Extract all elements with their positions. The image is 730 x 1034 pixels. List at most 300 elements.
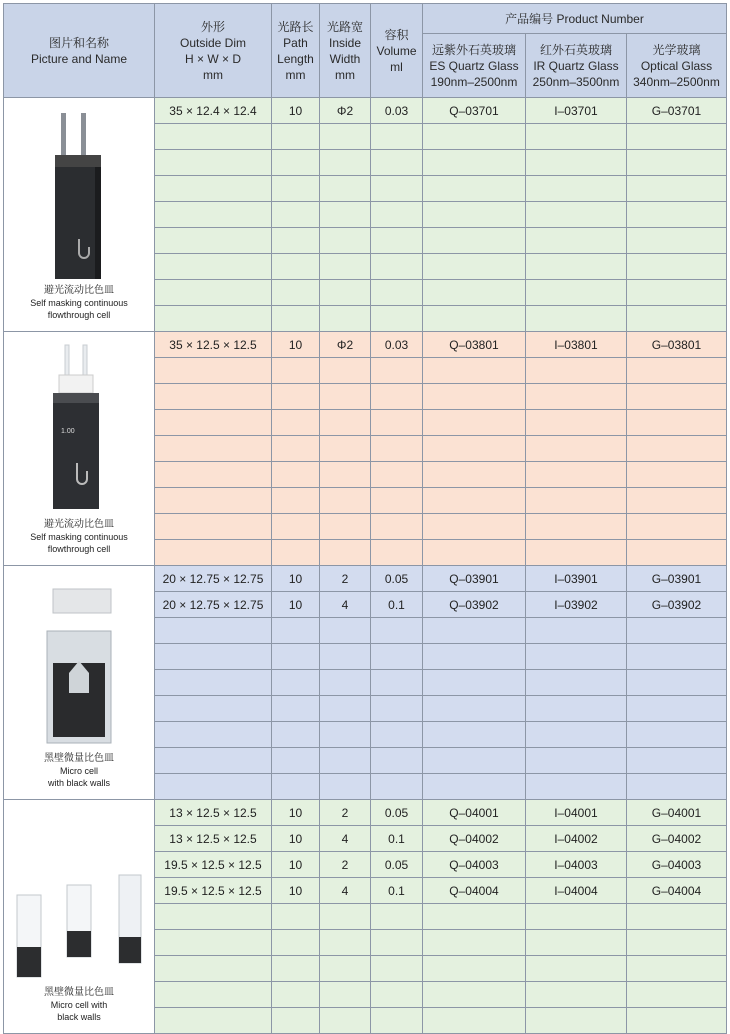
cell-ir-quartz-pn (526, 670, 627, 696)
cell-dim: 35 × 12.5 × 12.5 (155, 332, 272, 358)
cell-es-quartz-pn (423, 150, 526, 176)
product-table-body (4, 98, 727, 1034)
cell-dim (155, 280, 272, 306)
cell-volume (371, 306, 423, 332)
cell-dim (155, 644, 272, 670)
cell-inside-width: 4 (320, 878, 371, 904)
header-path-en1: Path (283, 35, 308, 50)
cell-inside-width (320, 748, 371, 774)
cell-volume (371, 488, 423, 514)
product-name-en2: black walls (57, 1012, 101, 1022)
cell-optical-glass-pn (627, 540, 727, 566)
cell-volume (371, 748, 423, 774)
cell-inside-width: 4 (320, 826, 371, 852)
cell-inside-width (320, 488, 371, 514)
cell-optical-glass-pn (627, 358, 727, 384)
cell-es-quartz-pn: Q–04004 (423, 878, 526, 904)
cell-es-quartz-pn (423, 358, 526, 384)
flowthrough-cell-black-image (39, 109, 119, 279)
product-name-zh: 避光流动比色皿 (44, 519, 114, 530)
cell-inside-width (320, 462, 371, 488)
cell-path-length (272, 254, 320, 280)
cell-inside-width (320, 904, 371, 930)
cell-dim: 13 × 12.5 × 12.5 (155, 826, 272, 852)
cell-ir-quartz-pn (526, 930, 627, 956)
cell-volume: 0.05 (371, 566, 423, 592)
cell-inside-width (320, 176, 371, 202)
table-row (4, 800, 727, 826)
cell-es-quartz-pn: Q–04003 (423, 852, 526, 878)
cell-volume (371, 280, 423, 306)
cell-path-length (272, 124, 320, 150)
table-row (4, 98, 727, 124)
cell-dim (155, 956, 272, 982)
cell-es-quartz-pn: Q–03901 (423, 566, 526, 592)
cell-dim (155, 410, 272, 436)
cell-path-length: 10 (272, 592, 320, 618)
cell-dim: 13 × 12.5 × 12.5 (155, 800, 272, 826)
product-name-en2: flowthrough cell (47, 544, 111, 554)
cell-inside-width: Φ2 (320, 98, 371, 124)
cell-volume: 0.05 (371, 852, 423, 878)
cell-es-quartz-pn: Q–04002 (423, 826, 526, 852)
cell-es-quartz-pn (423, 280, 526, 306)
cell-ir-quartz-pn (526, 462, 627, 488)
cell-optical-glass-pn: G–03701 (627, 98, 727, 124)
cell-path-length (272, 202, 320, 228)
cell-volume (371, 670, 423, 696)
cell-es-quartz-pn (423, 436, 526, 462)
cell-es-quartz-pn (423, 254, 526, 280)
cell-volume (371, 904, 423, 930)
cell-es-quartz-pn (423, 488, 526, 514)
picture-name-cell (4, 98, 155, 332)
cell-dim (155, 436, 272, 462)
cell-ir-quartz-pn (526, 358, 627, 384)
cell-inside-width (320, 1008, 371, 1034)
cell-optical-glass-pn (627, 202, 727, 228)
header-ir-quartz (526, 34, 627, 98)
cell-path-length: 10 (272, 566, 320, 592)
cell-path-length (272, 436, 320, 462)
cell-volume: 0.03 (371, 332, 423, 358)
cell-ir-quartz-pn (526, 254, 627, 280)
header-op-range: 340nm–2500nm (633, 74, 720, 89)
cell-path-length (272, 722, 320, 748)
cell-volume (371, 228, 423, 254)
cell-ir-quartz-pn (526, 150, 627, 176)
cell-optical-glass-pn: G–04002 (627, 826, 727, 852)
cell-volume (371, 930, 423, 956)
cell-dim (155, 202, 272, 228)
cell-optical-glass-pn (627, 670, 727, 696)
cell-inside-width (320, 384, 371, 410)
cell-es-quartz-pn (423, 514, 526, 540)
cell-ir-quartz-pn (526, 410, 627, 436)
cell-path-length (272, 176, 320, 202)
cell-es-quartz-pn: Q–03701 (423, 98, 526, 124)
cell-dim (155, 254, 272, 280)
cell-ir-quartz-pn (526, 280, 627, 306)
cell-ir-quartz-pn: I–03801 (526, 332, 627, 358)
cell-volume (371, 1008, 423, 1034)
cell-ir-quartz-pn (526, 124, 627, 150)
cell-optical-glass-pn (627, 176, 727, 202)
cell-es-quartz-pn (423, 124, 526, 150)
cell-ir-quartz-pn (526, 904, 627, 930)
header-picture-name (4, 4, 155, 98)
cell-inside-width (320, 722, 371, 748)
picture-name-cell (4, 800, 155, 1034)
cell-optical-glass-pn: G–04004 (627, 878, 727, 904)
product-name-zh: 黑壁微量比色皿 (44, 753, 114, 764)
cell-inside-width: 2 (320, 566, 371, 592)
cell-ir-quartz-pn (526, 696, 627, 722)
cell-inside-width (320, 982, 371, 1008)
header-path-zh: 光路长 (277, 19, 314, 34)
cell-inside-width (320, 930, 371, 956)
cell-optical-glass-pn (627, 956, 727, 982)
cell-volume (371, 436, 423, 462)
header-dim-unit: mm (203, 67, 223, 82)
cell-optical-glass-pn (627, 1008, 727, 1034)
product-name-en1: Micro cell with (50, 1000, 108, 1010)
header-picture-zh: 图片和名称 (48, 35, 109, 50)
header-es-zh: 远紫外石英玻璃 (431, 42, 516, 57)
cell-dim (155, 904, 272, 930)
cell-path-length (272, 540, 320, 566)
cell-inside-width (320, 202, 371, 228)
cell-es-quartz-pn (423, 618, 526, 644)
cell-volume (371, 956, 423, 982)
cell-volume (371, 644, 423, 670)
cell-dim (155, 930, 272, 956)
cell-ir-quartz-pn (526, 644, 627, 670)
cell-inside-width (320, 358, 371, 384)
cell-path-length (272, 982, 320, 1008)
cell-inside-width (320, 280, 371, 306)
cell-dim (155, 124, 272, 150)
cell-dim (155, 228, 272, 254)
cell-dim (155, 358, 272, 384)
cell-es-quartz-pn (423, 696, 526, 722)
header-es-en: ES Quartz Glass (429, 58, 519, 73)
cell-volume (371, 202, 423, 228)
cell-optical-glass-pn (627, 488, 727, 514)
cell-path-length (272, 696, 320, 722)
cell-optical-glass-pn (627, 722, 727, 748)
cell-dim (155, 384, 272, 410)
cell-path-length (272, 774, 320, 800)
cell-dim (155, 696, 272, 722)
cell-ir-quartz-pn (526, 540, 627, 566)
cell-ir-quartz-pn (526, 228, 627, 254)
cell-es-quartz-pn (423, 306, 526, 332)
cell-es-quartz-pn (423, 670, 526, 696)
cell-es-quartz-pn (423, 384, 526, 410)
cell-optical-glass-pn (627, 462, 727, 488)
cell-es-quartz-pn (423, 540, 526, 566)
cell-optical-glass-pn (627, 904, 727, 930)
table-row (4, 332, 727, 358)
cell-optical-glass-pn (627, 228, 727, 254)
cell-volume (371, 124, 423, 150)
cell-es-quartz-pn (423, 410, 526, 436)
cell-path-length (272, 228, 320, 254)
micro-cell-black-walls-image (29, 577, 129, 747)
cell-inside-width: 2 (320, 852, 371, 878)
header-volume (371, 4, 423, 98)
cell-path-length (272, 1008, 320, 1034)
cell-dim (155, 540, 272, 566)
header-es-range: 190nm–2500nm (430, 74, 518, 89)
cell-ir-quartz-pn (526, 1008, 627, 1034)
cell-volume: 0.03 (371, 98, 423, 124)
header-product-number: 产品编号 Product Number (423, 4, 727, 34)
header-ir-range: 250nm–3500nm (532, 74, 620, 89)
header-path-unit: mm (285, 67, 306, 82)
cell-ir-quartz-pn (526, 176, 627, 202)
header-optical-glass (627, 34, 727, 98)
cell-volume: 0.1 (371, 878, 423, 904)
cell-inside-width (320, 618, 371, 644)
header-picture-en: Picture and Name (30, 51, 128, 66)
cell-optical-glass-pn (627, 514, 727, 540)
header-vol-unit: ml (390, 59, 403, 74)
cell-es-quartz-pn (423, 644, 526, 670)
product-name-zh: 黑壁微量比色皿 (44, 987, 114, 998)
cell-optical-glass-pn (627, 696, 727, 722)
header-path-en2: Length (277, 51, 314, 66)
cell-optical-glass-pn (627, 254, 727, 280)
cell-path-length (272, 410, 320, 436)
cell-inside-width (320, 514, 371, 540)
cell-dim (155, 618, 272, 644)
cell-volume: 0.1 (371, 826, 423, 852)
cell-dim (155, 670, 272, 696)
product-name-en1: Micro cell (59, 766, 98, 776)
picture-name-cell (4, 566, 155, 800)
micro-cells-three-image (9, 871, 149, 981)
cell-optical-glass-pn (627, 384, 727, 410)
cell-volume (371, 462, 423, 488)
cell-volume (371, 384, 423, 410)
cell-ir-quartz-pn: I–04003 (526, 852, 627, 878)
cell-inside-width: 4 (320, 592, 371, 618)
cell-path-length (272, 358, 320, 384)
header-vol-en: Volume (376, 43, 417, 58)
cell-optical-glass-pn (627, 748, 727, 774)
cell-path-length (272, 384, 320, 410)
cell-inside-width (320, 956, 371, 982)
cell-path-length (272, 930, 320, 956)
cell-optical-glass-pn (627, 306, 727, 332)
cell-path-length (272, 280, 320, 306)
cell-dim (155, 982, 272, 1008)
cell-dim (155, 722, 272, 748)
cell-path-length (272, 514, 320, 540)
cell-volume: 0.05 (371, 800, 423, 826)
cell-optical-glass-pn (627, 150, 727, 176)
cell-path-length (272, 150, 320, 176)
cell-ir-quartz-pn (526, 384, 627, 410)
header-vol-zh: 容积 (384, 27, 409, 42)
header-op-en: Optical Glass (640, 58, 713, 73)
cell-inside-width (320, 696, 371, 722)
cell-inside-width (320, 644, 371, 670)
cell-es-quartz-pn (423, 748, 526, 774)
cell-dim (155, 176, 272, 202)
cell-inside-width (320, 410, 371, 436)
cell-ir-quartz-pn: I–03901 (526, 566, 627, 592)
cell-path-length (272, 462, 320, 488)
header-dim-en1: Outside Dim (179, 35, 247, 50)
cell-inside-width (320, 774, 371, 800)
cell-es-quartz-pn (423, 904, 526, 930)
cell-dim (155, 488, 272, 514)
cell-ir-quartz-pn: I–04002 (526, 826, 627, 852)
cell-optical-glass-pn (627, 618, 727, 644)
cell-es-quartz-pn (423, 1008, 526, 1034)
cell-volume (371, 150, 423, 176)
header-dim-zh: 外形 (200, 19, 225, 34)
header-ir-zh: 红外石英玻璃 (539, 42, 612, 57)
cell-ir-quartz-pn (526, 306, 627, 332)
cell-ir-quartz-pn: I–03902 (526, 592, 627, 618)
cell-es-quartz-pn: Q–03902 (423, 592, 526, 618)
cell-path-length: 10 (272, 878, 320, 904)
cell-ir-quartz-pn (526, 488, 627, 514)
cell-volume (371, 176, 423, 202)
cell-ir-quartz-pn (526, 514, 627, 540)
cell-volume (371, 514, 423, 540)
cell-es-quartz-pn (423, 176, 526, 202)
cell-optical-glass-pn: G–03901 (627, 566, 727, 592)
cell-volume: 0.1 (371, 592, 423, 618)
cell-optical-glass-pn: G–04003 (627, 852, 727, 878)
cell-volume (371, 618, 423, 644)
cell-inside-width (320, 124, 371, 150)
cell-es-quartz-pn (423, 202, 526, 228)
cell-es-quartz-pn (423, 462, 526, 488)
cell-dim (155, 306, 272, 332)
cell-inside-width (320, 670, 371, 696)
cell-volume (371, 982, 423, 1008)
cell-optical-glass-pn: G–03902 (627, 592, 727, 618)
cell-ir-quartz-pn (526, 436, 627, 462)
cell-es-quartz-pn (423, 930, 526, 956)
cell-volume (371, 696, 423, 722)
product-table (3, 3, 727, 1034)
header-width-unit: mm (335, 67, 355, 82)
cell-ir-quartz-pn (526, 982, 627, 1008)
header-outside-dim (155, 4, 272, 98)
cell-path-length: 10 (272, 852, 320, 878)
cell-dim: 20 × 12.75 × 12.75 (155, 592, 272, 618)
cell-path-length (272, 956, 320, 982)
cell-path-length (272, 904, 320, 930)
cell-inside-width: 2 (320, 800, 371, 826)
header-ir-en: IR Quartz Glass (533, 58, 619, 73)
cell-es-quartz-pn: Q–04001 (423, 800, 526, 826)
cell-es-quartz-pn (423, 956, 526, 982)
cell-path-length (272, 306, 320, 332)
cell-es-quartz-pn (423, 722, 526, 748)
cell-path-length (272, 670, 320, 696)
cell-path-length: 10 (272, 826, 320, 852)
cell-dim: 19.5 × 12.5 × 12.5 (155, 852, 272, 878)
cell-dim: 35 × 12.4 × 12.4 (155, 98, 272, 124)
product-name-en2: with black walls (47, 778, 111, 788)
cell-dim (155, 774, 272, 800)
cell-es-quartz-pn (423, 982, 526, 1008)
cell-inside-width (320, 254, 371, 280)
product-name-en1: Self masking continuous (30, 532, 128, 542)
cell-optical-glass-pn: G–03801 (627, 332, 727, 358)
header-op-zh: 光学玻璃 (652, 42, 701, 57)
cell-dim (155, 150, 272, 176)
cell-optical-glass-pn (627, 436, 727, 462)
cell-inside-width (320, 228, 371, 254)
cell-dim (155, 514, 272, 540)
cell-ir-quartz-pn (526, 956, 627, 982)
cell-volume (371, 540, 423, 566)
product-name-en2: flowthrough cell (47, 310, 111, 320)
picture-name-cell (4, 332, 155, 566)
cell-ir-quartz-pn (526, 202, 627, 228)
cell-dim: 19.5 × 12.5 × 12.5 (155, 878, 272, 904)
cell-dim: 20 × 12.75 × 12.75 (155, 566, 272, 592)
cell-ir-quartz-pn: I–04004 (526, 878, 627, 904)
cell-volume (371, 254, 423, 280)
cell-inside-width (320, 306, 371, 332)
flowthrough-cell-label-image (39, 343, 119, 513)
cell-ir-quartz-pn: I–03701 (526, 98, 627, 124)
cell-es-quartz-pn: Q–03801 (423, 332, 526, 358)
cell-inside-width (320, 436, 371, 462)
cell-path-length: 10 (272, 332, 320, 358)
cell-volume (371, 358, 423, 384)
product-name-en1: Self masking continuous (30, 298, 128, 308)
product-name-zh: 避光流动比色皿 (44, 285, 114, 296)
cell-ir-quartz-pn (526, 748, 627, 774)
svg-text:1.00: 1.00 (61, 428, 75, 435)
product-table-wrapper (3, 3, 727, 1034)
cell-optical-glass-pn (627, 410, 727, 436)
cell-path-length (272, 488, 320, 514)
header-path-length (272, 4, 320, 98)
cell-ir-quartz-pn (526, 774, 627, 800)
cell-inside-width (320, 540, 371, 566)
cell-volume (371, 722, 423, 748)
cell-path-length: 10 (272, 98, 320, 124)
header-inside-width (320, 4, 371, 98)
cell-ir-quartz-pn (526, 722, 627, 748)
cell-volume (371, 774, 423, 800)
cell-path-length: 10 (272, 800, 320, 826)
cell-optical-glass-pn: G–04001 (627, 800, 727, 826)
cell-optical-glass-pn (627, 124, 727, 150)
cell-volume (371, 410, 423, 436)
cell-path-length (272, 618, 320, 644)
cell-es-quartz-pn (423, 774, 526, 800)
cell-inside-width (320, 150, 371, 176)
cell-inside-width: Φ2 (320, 332, 371, 358)
cell-optical-glass-pn (627, 930, 727, 956)
header-width-en1: Inside (328, 35, 362, 50)
header-es-quartz (423, 34, 526, 98)
header-width-zh: 光路宽 (326, 19, 363, 34)
